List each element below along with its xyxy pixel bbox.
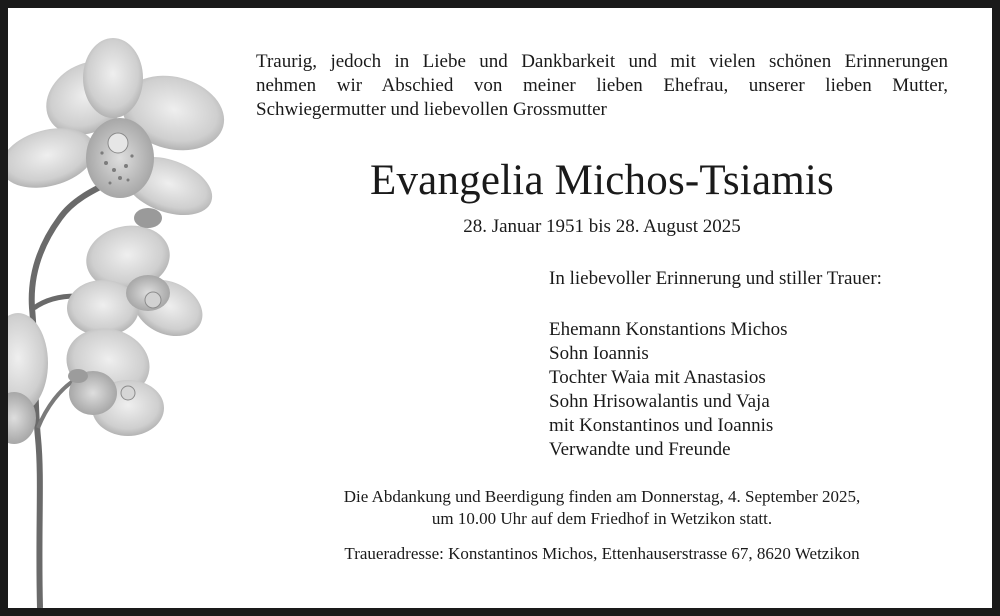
family-member: mit Konstantinos und Ioannis <box>549 415 774 436</box>
mourning-address: Traueradresse: Konstantinos Michos, Ettenhauserstrasse 67, 8620 Wetzikon <box>344 544 860 563</box>
mourning-line: In liebevoller Erinnerung und stiller Trauer: <box>549 268 882 289</box>
flower-left-partial <box>8 313 48 444</box>
family-member: Sohn Hrisowalantis und Vaja <box>549 391 770 412</box>
family-member: Sohn Ioannis <box>549 343 649 364</box>
intro-text <box>256 50 948 122</box>
ceremony-line-1: Die Abdankung und Beerdigung finden am Donnerstag, 4. September 2025, <box>343 487 861 506</box>
ceremony-info <box>256 486 948 530</box>
deceased-name: Evangelia Michos-Tsiamis <box>370 157 834 204</box>
life-dates: 28. Januar 1951 bis 28. August 2025 <box>463 216 741 237</box>
family-member: Ehemann Konstantions Michos <box>549 319 788 340</box>
orchid-flower-image <box>8 8 258 608</box>
intro-line-2: nehmen wir Abschied von meiner lieben Ehefrau, unserer lieben Mutter, <box>256 75 948 96</box>
family-member: Tochter Waia mit Anastasios <box>549 367 766 388</box>
intro-line-1: Traurig, jedoch in Liebe und Dankbarkeit und mit vielen schönen Erinnerungen <box>256 51 948 72</box>
family-list <box>549 318 788 462</box>
intro-line-3: Schwiegermutter und liebevollen Grossmutter <box>256 99 607 120</box>
ceremony-line-2: um 10.00 Uhr auf dem Friedhof in Wetzikon statt. <box>431 509 773 528</box>
family-member: Verwandte und Freunde <box>549 439 731 460</box>
flower-top <box>8 38 233 226</box>
flower-middle <box>67 219 212 347</box>
